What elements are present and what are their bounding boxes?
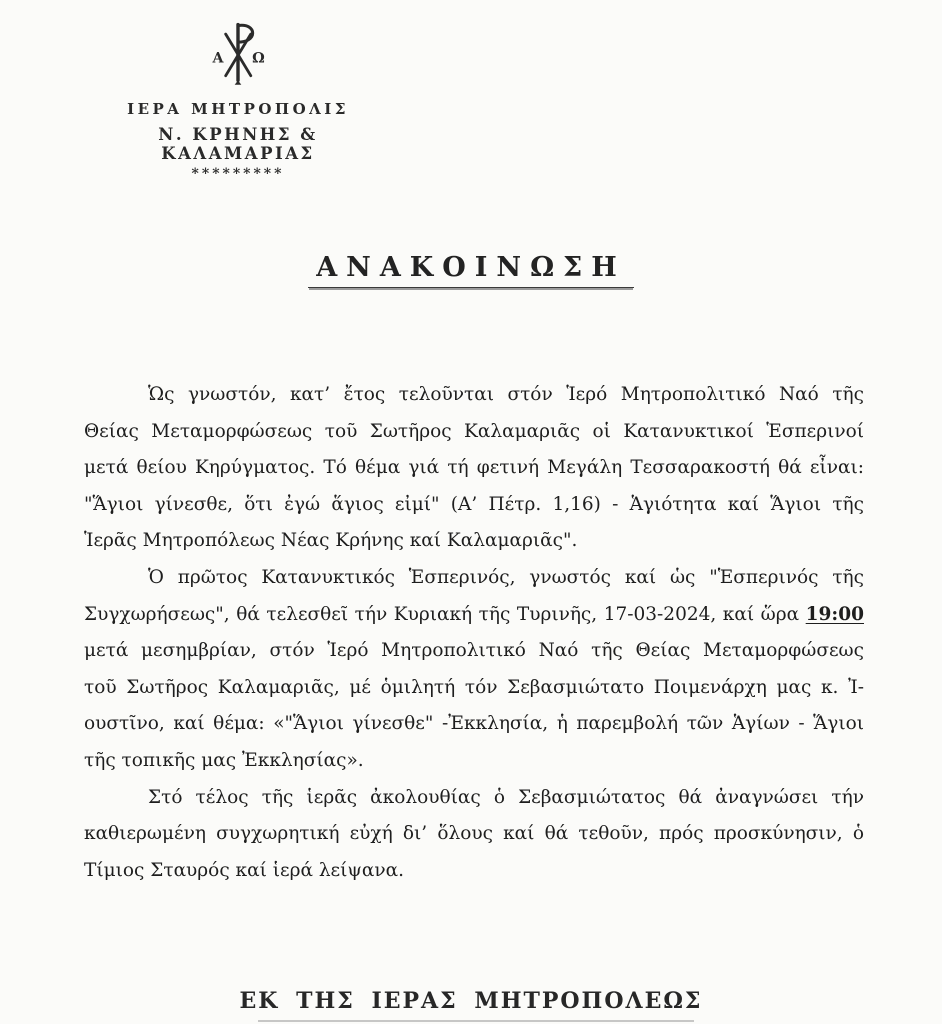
paragraph1-line: Θείας Μεταμορφώσεως τοῦ Σωτῆρος Καλαμαριᾶς οἱ Κατανυκτικοί Ἑσπερινοί xyxy=(84,420,864,442)
title-row xyxy=(0,252,942,288)
metropolis-name: ΙΕΡΑ ΜΗΤΡΟΠΟΛΙΣ xyxy=(127,100,349,118)
paragraph2-line: τῆς τοπικῆς μας Ἐκκλησίας». xyxy=(84,749,364,771)
paragraph2-line: Ὁ πρῶτος Κατανυκτικός Ἑσπερινός, γνωστός καί ὡς "Ἑσπερινός τῆς xyxy=(148,566,864,588)
letterhead xyxy=(88,18,388,182)
alpha-letter: Α xyxy=(212,50,224,67)
announcement-body xyxy=(84,377,864,889)
paragraph2-line: μετά μεσημβρίαν, στόν Ἱερό Μητροπολιτικό Ναό τῆς Θείας Μεταμορφώσεως xyxy=(84,640,864,662)
paragraph2-line: ουστῖνο, καί θέμα: «"Ἅγιοι γίνεσθε" -Ἐκκλησία, ἡ παρεμβολή τῶν Ἁγίων - Ἅγιοι xyxy=(84,713,864,735)
paragraph3-line: Τίμιος Σταυρός καί ἱερά λείψανα. xyxy=(84,859,405,881)
paragraph1-line: Ὡς γνωστόν, κατ’ ἔτος τελοῦνται στόν Ἱερό Μητροπολιτικό Ναό τῆς xyxy=(148,384,864,405)
paragraph2-line2-text: Συγχωρήσεως", θά τελεσθεῖ τήν Κυριακή τῆς Τυρινῆς, 17-03-2024, καί ὥρα xyxy=(84,603,800,625)
chi-rho-logo-icon xyxy=(88,18,388,88)
paragraph1-line: μετά θείου Κηρύγματος. Τό θέμα γιά τή φετινή Μεγάλη Τεσσαρακοστή θά εἶναι: xyxy=(84,457,864,479)
omega-letter: Ω xyxy=(252,50,265,67)
paragraph3-line: καθιερωμένη συγχωρητική εὐχή δι’ ὅλους καί θά τεθοῦν, πρός προσκύνησιν, ὁ xyxy=(84,823,864,845)
paragraph2-line: τοῦ Σωτῆρος Καλαμαριᾶς, μέ ὁμιλητή τόν Σεβασμιώτατο Ποιμενάρχη μας κ. Ἰ- xyxy=(84,676,864,698)
metropolis-region: Ν. ΚΡΗΝΗΣ & ΚΑΛΑΜΑΡΙΑΣ xyxy=(158,125,318,163)
letterhead-stars: ********* xyxy=(191,166,285,182)
service-time-emphasis: 19:00 xyxy=(805,603,864,625)
announcement-title: ΑΝΑΚΟΙΝΩΣΗ xyxy=(308,252,634,288)
paragraph1-line: Ἱερᾶς Μητροπόλεως Νέας Κρήνης καί Καλαμαριᾶς". xyxy=(84,530,578,552)
signature-line: ΕΚ ΤΗΣ ΙΕΡΑΣ ΜΗΤΡΟΠΟΛΕΩΣ xyxy=(239,988,703,1014)
paragraph2-line xyxy=(84,597,864,634)
paragraph3-line: Στό τέλος τῆς ἱερᾶς ἀκολουθίας ὁ Σεβασμιώτατος θά ἀναγνώσει τήν xyxy=(148,786,864,808)
scan-artifact-line xyxy=(258,1020,694,1022)
paragraph1-line: "Ἅγιοι γίνεσθε, ὅτι ἐγώ ἅγιος εἰμί" (Α’ Πέτρ. 1,16) - Ἁγιότητα καί Ἅγιοι τῆς xyxy=(84,493,864,515)
